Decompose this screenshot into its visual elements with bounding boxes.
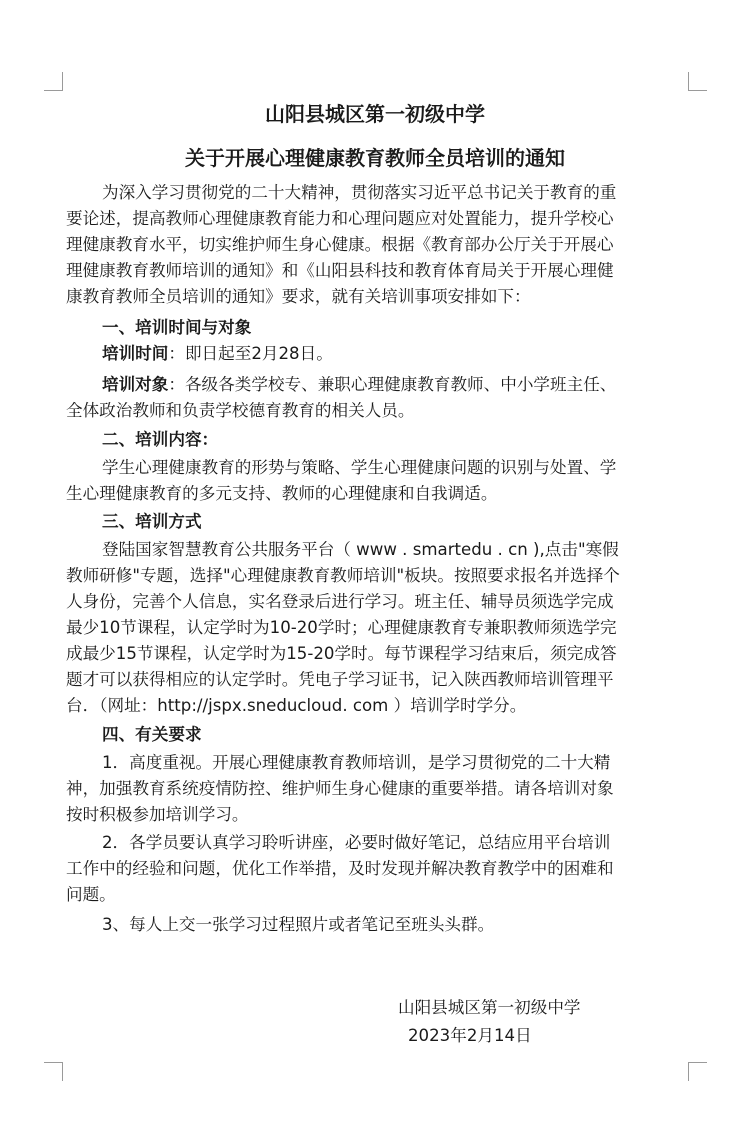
- crop-mark-bottom-left: [44, 1062, 63, 1081]
- method-line: 题才可以获得相应的认定学时。凭电子学习证书，记入陕西教师培训管理平: [66, 670, 614, 689]
- intro-line: 康教育教师全员培训的通知》要求，就有关培训事项安排如下：: [66, 287, 531, 306]
- training-target-cont: 全体政治教师和负责学校德育教育的相关人员。: [66, 401, 415, 420]
- document-subtitle: 关于开展心理健康教育教师全员培训的通知: [185, 146, 565, 170]
- method-line: 教师研修"专题，选择"心理健康教育教师培训"板块。按照要求报名并选择个: [66, 566, 620, 585]
- training-time-label: 培训时间: [102, 344, 169, 363]
- method-line: 登陆国家智慧教育公共服务平台（ www . smartedu . cn ),点击"寒假: [102, 540, 619, 559]
- intro-line: 理健康教育教师培训的通知》和《山阳县科技和教育体育局关于开展心理健: [66, 261, 614, 280]
- method-line: 台．（网址：http://jspx.sneducloud. com ）培训学时学分。: [66, 696, 527, 715]
- method-line: 最少10节课程，认定学时为10-20学时；心理健康教育专兼职教师须选学完: [66, 618, 617, 637]
- crop-mark-bottom-right: [688, 1062, 707, 1081]
- intro-line: 为深入学习贯彻党的二十大精神，贯彻落实习近平总书记关于教育的重: [102, 183, 617, 202]
- intro-line: 理健康教育水平，切实维护师生身心健康。根据《教育部办公厅关于开展心: [66, 235, 614, 254]
- section-heading-2: 二、培训内容：: [102, 430, 219, 449]
- section-heading-4: 四、有关要求: [102, 725, 202, 744]
- requirement-3-line: 3、每人上交一张学习过程照片或者笔记至班头头群。: [102, 915, 495, 934]
- requirement-2-line: 工作中的经验和问题，优化工作举措，及时发现并解决教育教学中的困难和: [66, 859, 614, 878]
- content-line: 学生心理健康教育的形势与策略、学生心理健康问题的识别与处置、学: [102, 458, 617, 477]
- training-time-text: ：即日起至2月28日。: [168, 344, 333, 363]
- content-line: 生心理健康教育的多元支持、教师的心理健康和自我调适。: [66, 484, 498, 503]
- crop-mark-top-left: [44, 72, 63, 91]
- crop-mark-top-right: [688, 72, 707, 91]
- intro-line: 要论述，提高教师心理健康教育能力和心理问题应对处置能力，提升学校心: [66, 209, 614, 228]
- signature-date: 2023年2月14日: [408, 1026, 532, 1045]
- method-line: 成最少15节课程，认定学时为15-20学时。每节课程学习结束后，须完成答: [66, 644, 617, 663]
- section-heading-3: 三、培训方式: [102, 512, 202, 531]
- document-title: 山阳县城区第一初级中学: [265, 102, 485, 126]
- requirement-2-line: 2．各学员要认真学习聆听讲座，必要时做好笔记，总结应用平台培训: [102, 833, 611, 852]
- training-target-label: 培训对象: [102, 375, 169, 394]
- training-target-line: [102, 372, 616, 398]
- requirement-1-line: 按时积极参加培训学习。: [66, 805, 249, 824]
- training-target-text: ：各级各类学校专、兼职心理健康教育教师、中小学班主任、: [168, 375, 617, 394]
- requirement-1-line: 1．高度重视。开展心理健康教育教师培训，是学习贯彻党的二十大精: [102, 753, 611, 772]
- requirement-1-line: 神，加强教育系统疫情防控、维护师生身心健康的重要举措。请各培训对象: [66, 779, 614, 798]
- requirement-2-line: 问题。: [66, 885, 116, 904]
- section-heading-1: 一、培训时间与对象: [102, 318, 252, 337]
- training-time-line: [102, 341, 333, 367]
- signature-org: 山阳县城区第一初级中学: [398, 998, 581, 1017]
- method-line: 人身份，完善个人信息，实名登录后进行学习。班主任、辅导员须选学完成: [66, 592, 614, 611]
